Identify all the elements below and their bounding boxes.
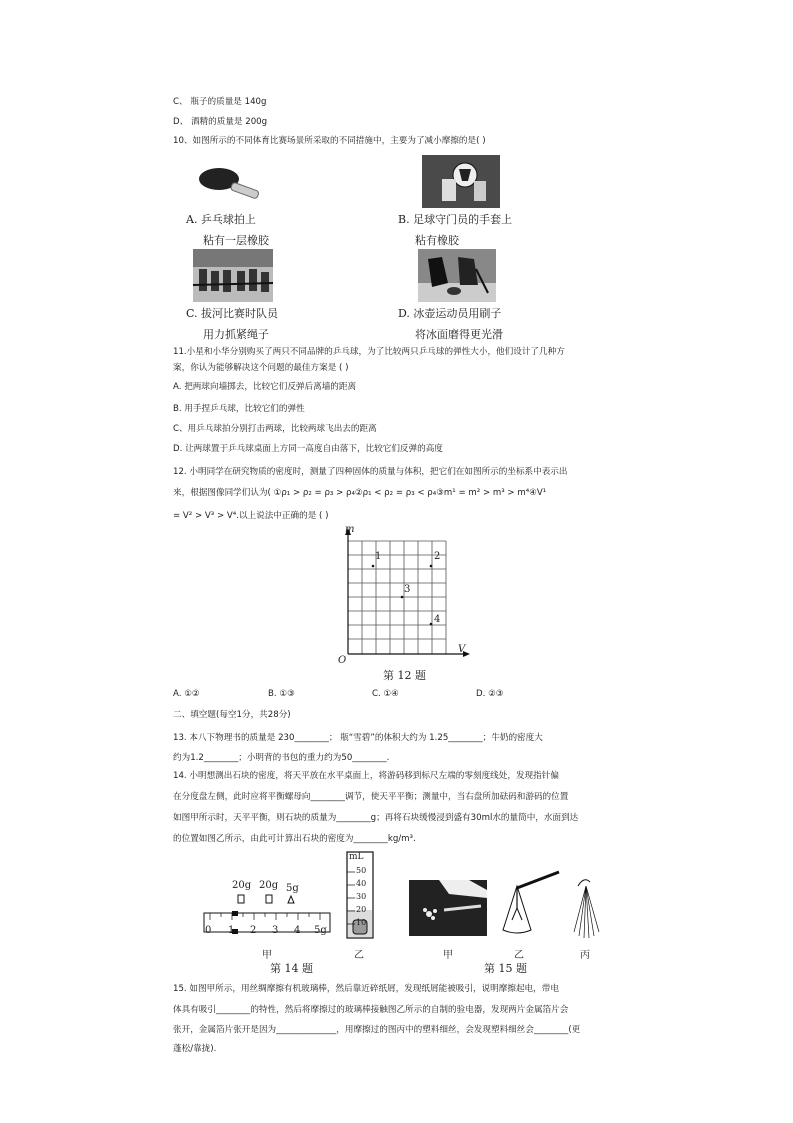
cylinder-mark-10: 10 [356, 918, 367, 927]
fig15-label-yi: 乙 [514, 950, 524, 961]
scale-tick-5g: 5g [314, 925, 327, 936]
weight-20g-label-2: 20g [259, 880, 279, 891]
goalkeeper-glove-image [422, 155, 500, 208]
graph-origin-label: O [338, 655, 347, 666]
cylinder-unit-label: mL [349, 852, 364, 862]
graph-point-label-3: 3 [404, 584, 411, 595]
graph-point-label-1: 1 [375, 551, 382, 562]
q15-line2: 体具有吸引________的特性，然后将摩擦过的玻璃棒接触图乙所示的自制的验电器，发现两片金属箔片会 [173, 1005, 569, 1015]
rider-slider [232, 911, 238, 916]
q13-line1: 13. 本八下物理书的质量是 230________； 瓶“雪碧”的体积大约为 1.25________；牛奶的密度大 [173, 733, 543, 743]
scale-tick-0: 0 [205, 925, 212, 936]
q10-option-b-line2: 粘有橡胶 [415, 234, 459, 247]
q11-option-d: D. 让两球置于乒乓球桌面上方同一高度自由落下，比较它们反弹的高度 [173, 444, 443, 454]
q15-line1: 15. 如图甲所示，用丝绸摩擦有机玻璃棒，然后靠近碎纸屑，发现纸屑能被吸引，说明摩擦起电，带电 [173, 984, 559, 994]
fig15-label-bing: 丙 [580, 950, 590, 961]
q14-line3: 如图甲所示时，天平平衡，则石块的质量为________g；再将石块缓慢浸到盛有30ml水的量筒中，水面到达 [173, 813, 579, 823]
curling-image [418, 249, 496, 302]
section-2-title: 二、填空题(每空1分，共28分) [173, 710, 291, 720]
point-1 [372, 565, 375, 568]
q12-option-a: A. ①② [173, 689, 200, 699]
q11-option-b: B. 用手捏乒乓球，比较它们的弹性 [173, 404, 305, 414]
plastic-strands-figure [570, 876, 604, 940]
fig14-caption: 第 14 题 [270, 962, 313, 975]
q15-line3: 张开，金属箔片张开是因为______________，用摩擦过的图丙中的塑料细丝，会发现塑料细丝会________(更 [173, 1025, 581, 1035]
electroscope-figure [497, 868, 565, 942]
scale-tick-1: 1 [228, 925, 235, 936]
fig15-caption: 第 15 题 [484, 962, 527, 975]
q11-option-c: C、用乒乓球拍分别打击两球，比较两球飞出去的距离 [173, 424, 377, 434]
graph-axis-v-label: V [458, 644, 466, 655]
q12-stem-line3: = V² > V³ > V⁴.以上说法中正确的是 ( ) [173, 511, 329, 521]
q10-option-c-line2: 用力抓紧绳子 [203, 328, 269, 341]
graph-point-label-4: 4 [434, 614, 441, 625]
q12-option-d: D. ②③ [476, 689, 504, 699]
q10-stem: 10、如图所示的不同体育比赛场景所采取的不同措施中，主要为了减小摩擦的是( ) [173, 136, 486, 146]
q10-option-d-line1: D. 冰壶运动员用刷子 [398, 307, 502, 320]
q12-option-b: B. ①③ [268, 689, 295, 699]
q15-line4: 蓬松/靠拢). [173, 1044, 217, 1054]
point-4 [430, 623, 433, 626]
cylinder-mark-30: 30 [356, 892, 367, 901]
q11-stem-line1: 11.小星和小华分别购买了两只不同品牌的乒乓球，为了比较两只乒乓球的弹性大小，他们设计了几种方 [173, 347, 565, 357]
fig15-label-jia: 甲 [443, 950, 453, 961]
point-2 [430, 565, 433, 568]
q14-line1: 14. 小明想测出石块的密度，将天平放在水平桌面上，将游码移到标尺左端的零刻度线处，发现指针偏 [173, 771, 559, 781]
q12-stem-line1: 12. 小明同学在研究物质的密度时，测量了四种固体的质量与体积，把它们在如图所示的坐标系中表示出 [173, 467, 568, 477]
q14-line4: 的位置如图乙所示，由此可计算出石块的密度为________kg/m³. [173, 834, 416, 844]
fig14-label-yi: 乙 [354, 950, 364, 961]
q10-option-a-line2: 粘有一层橡胶 [203, 234, 269, 247]
q10-option-d-line2: 将冰面磨得更光滑 [415, 328, 503, 341]
cylinder-mark-40: 40 [356, 879, 367, 888]
q13-line2: 约为1.2________；小明背的书包的重力约为50________. [173, 753, 390, 763]
q10-option-a-line1: A. 乒乓球拍上 [186, 213, 256, 226]
q11-option-a: A. 把两球向墙掷去，比较它们反弹后离墙的距离 [173, 382, 357, 392]
q9-option-c: C、 瓶子的质量是 140g [173, 97, 267, 107]
scale-tick-2: 2 [250, 925, 257, 936]
q12-mass-volume-graph [333, 526, 478, 671]
graph-point-label-2: 2 [434, 551, 441, 562]
graph-axis-m-label: m [345, 524, 355, 535]
tug-of-war-image [193, 249, 273, 302]
scale-tick-3: 3 [272, 925, 279, 936]
rider-scale [204, 913, 330, 932]
cylinder-mark-20: 20 [356, 905, 367, 914]
ping-pong-paddle-image [197, 163, 267, 203]
scale-tick-4: 4 [294, 925, 301, 936]
weight-5g-icon [288, 896, 294, 903]
q12-stem-line2: 来，根据图像同学们认为( ①ρ₁ > ρ₂ = ρ₃ > ρ₄②ρ₁ < ρ₂ = ρ₃ < ρ₄③m¹ = m² > m³ > m⁴④V¹ [173, 488, 547, 498]
glass-rod-paper-image [409, 880, 487, 936]
q9-option-d: D、 酒精的质量是 200g [173, 117, 268, 127]
q10-option-c-line1: C. 拔河比赛时队员 [186, 307, 279, 320]
q14-line2: 在分度盘左侧，此时应将平衡螺母向________调节，使天平平衡；测量中，当右盘所加砝码和游码的位置 [173, 792, 569, 802]
q11-stem-line2: 案，你认为能够解决这个问题的最佳方案是 ( ) [173, 363, 349, 373]
graph-grid [348, 541, 446, 654]
cylinder-mark-50: 50 [356, 866, 367, 875]
weight-5g-label: 5g [286, 883, 299, 894]
weight-20g-icon-1 [238, 895, 244, 903]
q10-option-b-line1: B. 足球守门员的手套上 [398, 213, 513, 226]
weight-20g-icon-2 [266, 895, 272, 903]
fig14-label-jia: 甲 [262, 950, 272, 961]
q12-figure-caption: 第 12 题 [383, 669, 426, 682]
point-3 [401, 596, 404, 599]
q12-option-c: C. ①④ [372, 689, 399, 699]
weight-20g-label-1: 20g [232, 880, 252, 891]
